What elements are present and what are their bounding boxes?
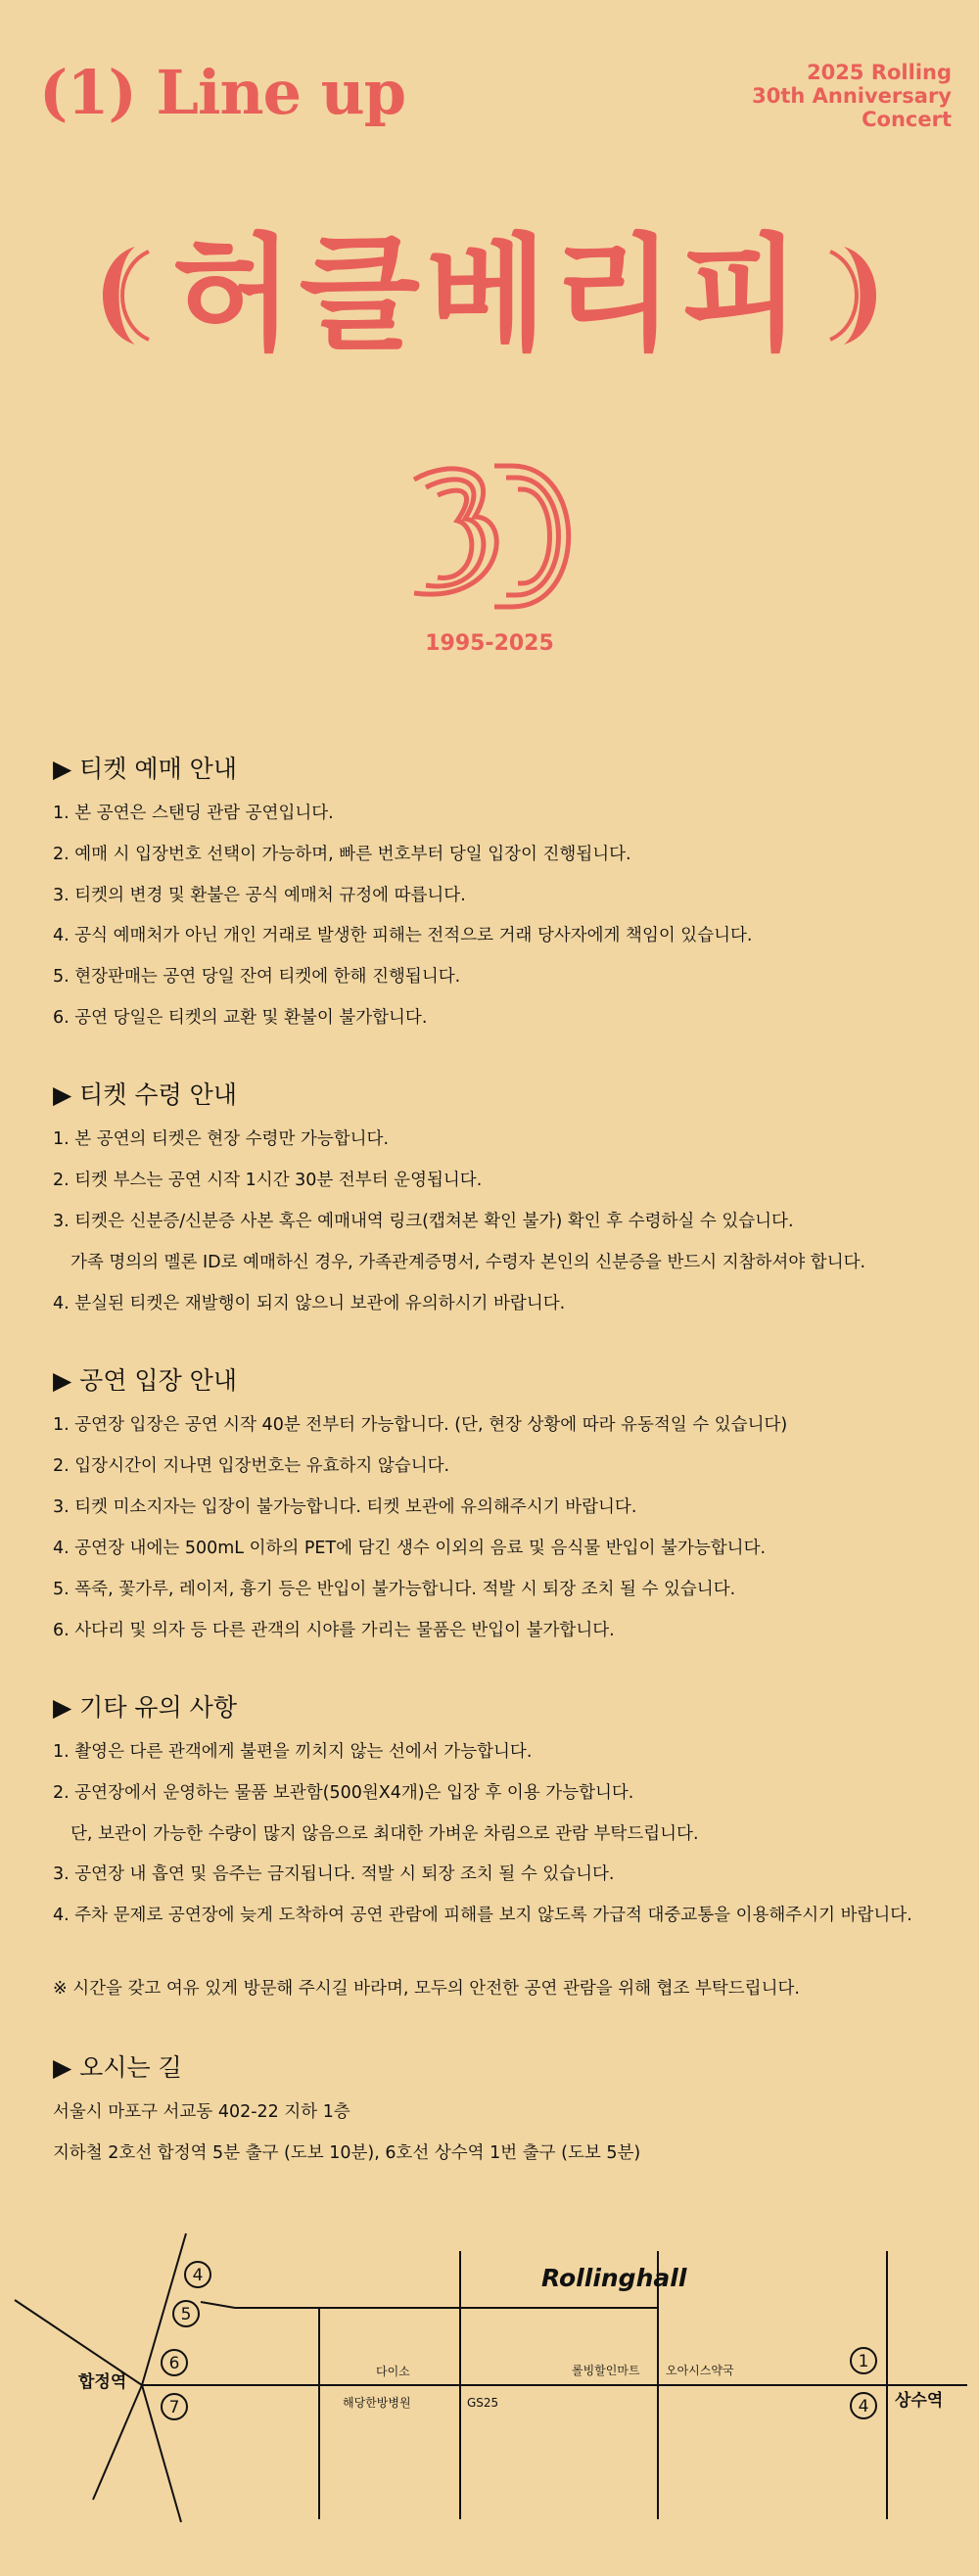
pickup-line-4: 4. 분실된 티켓은 재발행이 되지 않으니 보관에 유의하시기 바랍니다. [53, 1294, 566, 1313]
entry-line-6: 6. 사다리 및 의자 등 다른 관객의 시야를 가리는 물품은 반입이 불가합니다. [53, 1621, 615, 1640]
booking-line-5: 5. 현장판매는 공연 당일 잔여 티켓에 한해 진행됩니다. [53, 967, 461, 987]
entry-line-2: 2. 입장시간이 지나면 입장번호는 유효하지 않습니다. [53, 1456, 450, 1476]
section-heading-directions: ▶ 오시는 길 [53, 2053, 182, 2082]
place-label: 롤빙할인마트 [572, 2364, 640, 2377]
booking-line-4: 4. 공식 예매처가 아닌 개인 거래로 발생한 피해는 전적으로 거래 당사자에게 책임이 있습니다. [53, 926, 753, 945]
venue-label: Rollinghall [541, 2264, 687, 2292]
place-label: 다이소 [376, 2365, 410, 2378]
concert-line: Concert [862, 108, 952, 131]
concert-label [752, 61, 952, 131]
exit-label: 4 [192, 2266, 204, 2285]
other-line-1: 1. 촬영은 다른 관객에게 불편을 끼치지 않는 선에서 가능합니다. [53, 1742, 533, 1762]
exit-label: 6 [168, 2354, 180, 2373]
exit-label: 1 [858, 2352, 869, 2371]
pickup-line-1: 1. 본 공연의 티켓은 현장 수령만 가능합니다. [53, 1129, 390, 1149]
section-heading-ticket-pickup: ▶ 티켓 수령 안내 [53, 1081, 237, 1109]
station-label: 상수역 [895, 2391, 944, 2411]
address-line: 서울시 마포구 서교동 402-22 지하 1층 [53, 2102, 350, 2122]
place-label: 해당한방병원 [343, 2396, 411, 2410]
exit-label: 4 [858, 2397, 869, 2416]
artist-title [0, 217, 979, 374]
other-line-4: 4. 주차 문제로 공연장에 늦게 도착하여 공연 관람에 피해를 보지 않도록 가급적 대중교통을 이용해주시기 바랍니다. [53, 1906, 912, 1925]
place-label: 오아시스약국 [666, 2364, 734, 2377]
artist-name: 허클베리피 [171, 222, 808, 368]
map-road [201, 2302, 235, 2308]
entry-line-5: 5. 폭죽, 꽃가루, 레이저, 흉기 등은 반입이 불가능합니다. 적발 시 퇴장 조치 될 수 있습니다. [53, 1580, 736, 1599]
subway-line: 지하철 2호선 합정역 5분 출구 (도보 10분), 6호선 상수역 1번 출구 (도보 5분) [53, 2143, 641, 2163]
left-bracket-icon [84, 242, 155, 349]
other-line-3: 3. 공연장 내 흡연 및 음주는 금지됩니다. 적발 시 퇴장 조치 될 수 있습니다. [53, 1864, 615, 1884]
section-heading-other-notes: ▶ 기타 유의 사항 [53, 1693, 237, 1722]
other-line-2-cont: 단, 보관이 가능한 수량이 많지 않음으로 최대한 가벼운 차림으로 관람 부탁드립니다. [70, 1824, 699, 1844]
concert-line: 30th Anniversary [752, 84, 952, 108]
right-bracket-icon [824, 242, 895, 349]
entry-line-1: 1. 공연장 입장은 공연 시작 40분 전부터 가능합니다. (단, 현장 상황에 따라 유동적일 수 있습니다) [53, 1415, 788, 1435]
anniversary-30-logo [396, 458, 587, 615]
other-line-2: 2. 공연장에서 운영하는 물품 보관함(500원X4개)은 입장 후 이용 가능합니다. [53, 1783, 634, 1803]
place-label: GS25 [467, 2396, 499, 2410]
pickup-line-3-cont: 가족 명의의 멜론 ID로 예매하신 경우, 가족관계증명서, 수령자 본인의 신분증을 반드시 지참하셔야 합니다. [70, 1253, 866, 1272]
booking-line-2: 2. 예매 시 입장번호 선택이 가능하며, 빠른 번호부터 당일 입장이 진행됩니다. [53, 845, 631, 864]
visit-notice: ※ 시간을 갖고 여유 있게 방문해 주시길 바라며, 모두의 안전한 공연 관람을 위해 협조 부탁드립니다. [53, 1979, 800, 1999]
section-heading-entry: ▶ 공연 입장 안내 [53, 1366, 237, 1395]
booking-line-1: 1. 본 공연은 스탠딩 관람 공연입니다. [53, 804, 334, 823]
booking-line-3: 3. 티켓의 변경 및 환불은 공식 예매처 규정에 따릅니다. [53, 886, 466, 905]
map-road [93, 2385, 142, 2500]
exit-label: 5 [180, 2305, 192, 2324]
exit-label: 7 [168, 2398, 180, 2417]
entry-line-3: 3. 티켓 미소지자는 입장이 불가능합니다. 티켓 보관에 유의해주시기 바랍니다. [53, 1497, 637, 1517]
pickup-line-2: 2. 티켓 부스는 공연 시작 1시간 30분 전부터 운영됩니다. [53, 1171, 483, 1190]
section-heading-ticket-booking: ▶ 티켓 예매 안내 [53, 755, 237, 783]
concert-line: 2025 Rolling [807, 61, 952, 84]
entry-line-4: 4. 공연장 내에는 500mL 이하의 PET에 담긴 생수 이외의 음료 및 음식물 반입이 불가능합니다. [53, 1539, 767, 1558]
pickup-line-3: 3. 티켓은 신분증/신분증 사본 혹은 예매내역 링크(캡쳐본 확인 불가) 확인 후 수령하실 수 있습니다. [53, 1212, 794, 1231]
anniversary-years: 1995-2025 [425, 631, 554, 656]
lineup-title: (1) Line up [39, 57, 406, 128]
station-label: 합정역 [78, 2372, 127, 2392]
location-map [0, 2214, 979, 2547]
booking-line-6: 6. 공연 당일은 티켓의 교환 및 환불이 불가합니다. [53, 1008, 428, 1028]
